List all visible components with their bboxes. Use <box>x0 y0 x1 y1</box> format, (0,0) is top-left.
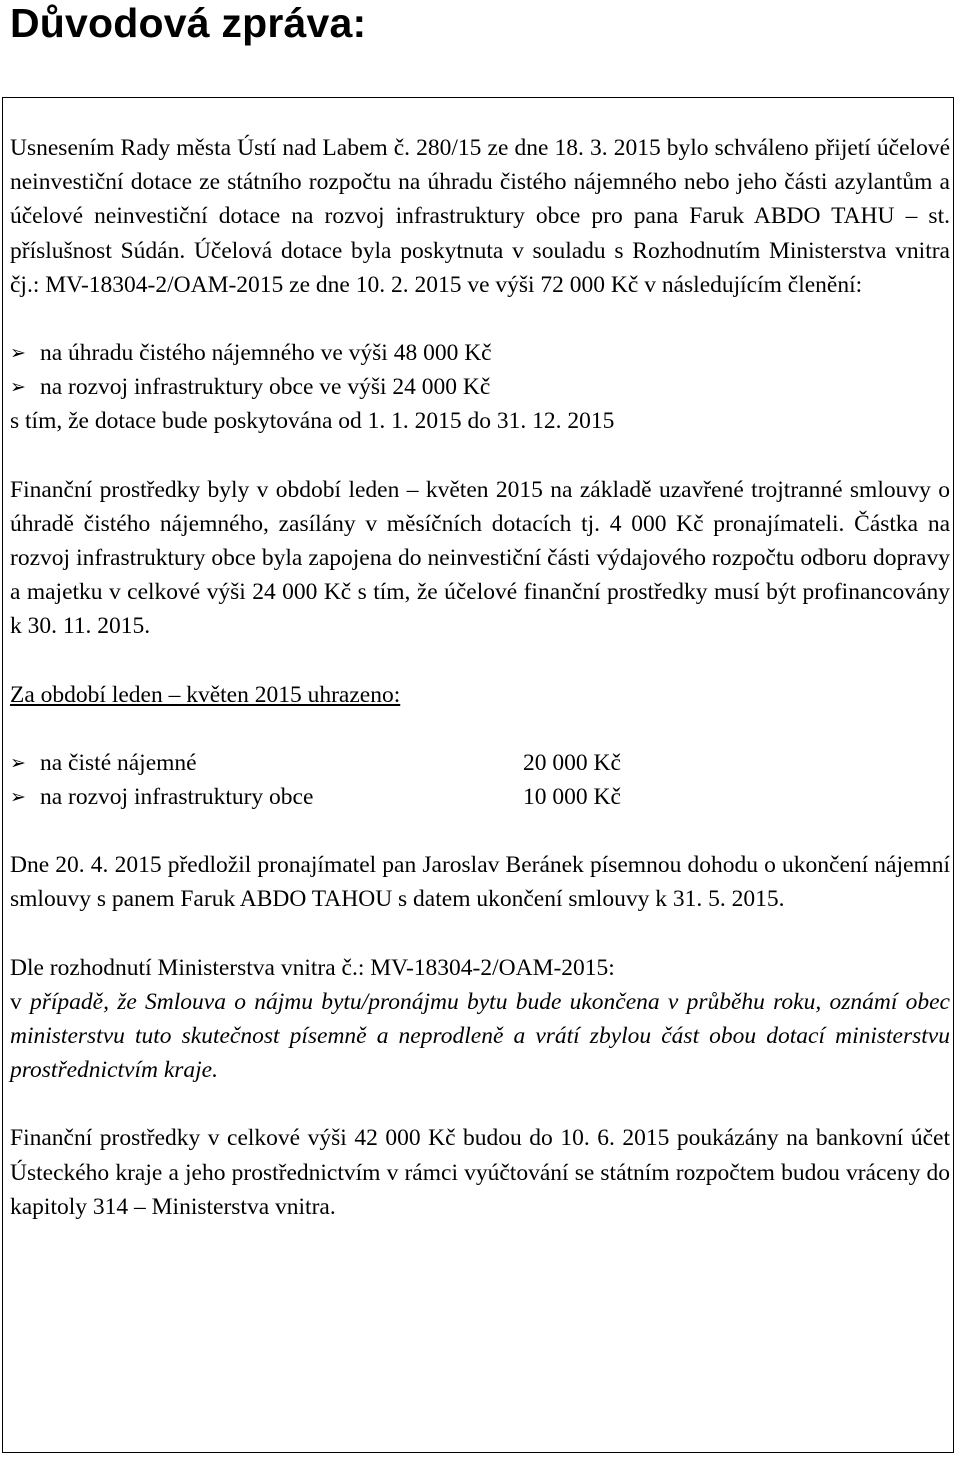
list-item <box>10 336 950 370</box>
list-item-text: na rozvoj infrastruktury obce ve výši 24 000 Kč <box>40 374 491 401</box>
termination-paragraph: Dne 20. 4. 2015 předložil pronajímatel pan Jaroslav Beránek písemnou dohodu o ukončení nájemní smlouvy s panem Faruk ABDO TAHOU s datem ukončení smlouvy k 31. 5. 2015. <box>10 852 950 913</box>
ministry-quote-paragraph <box>10 985 950 1088</box>
document-body <box>10 131 950 1224</box>
final-paragraph: Finanční prostředky v celkové výši 42 000 Kč budou do 10. 6. 2015 poukázány na bankovní účet Ústeckého kraje a jeho prostřednictvím v rámci vyúčtování se státním rozpočtem budou vráceny do kapitoly 314 – Ministerstva vnitra. <box>10 1125 950 1220</box>
ministry-quote: případě, že Smlouva o nájmu bytu/pronájmu bytu bude ukončena v průběhu roku, oznámí obec ministerstvu tuto skutečnost písemně a neprodleně a vrátí zbylou část obou dotací ministerstvu prostřednictvím kraje. <box>10 988 950 1084</box>
document-title: Důvodová zpráva: <box>10 0 367 46</box>
list-item-text: na úhradu čistého nájemného ve výši 48 000 Kč <box>40 340 492 367</box>
list-item <box>10 370 950 404</box>
paid-list <box>10 746 950 814</box>
paid-heading: Za období leden – květen 2015 uhrazeno: <box>10 681 401 708</box>
paid-label: na čisté nájemné <box>40 749 197 776</box>
finance-paragraph: Finanční prostředky byly v období leden – květen 2015 na základě uzavřené trojtranné smlouvy o úhradě čistého nájemného, zasílány v měsíčních dotacích tj. 4 000 Kč pronajímateli. Částka na rozvoj infrastruktury obce byla zapojena do neinvestiční části výdajového rozpočtu odboru dopravy a majetku v celkové výši 24 000 Kč s tím, že účelové finanční prostředky musí být profinancovány k 30. 11. 2015. <box>10 476 950 640</box>
allocation-note: s tím, že dotace bude poskytována od 1. 1. 2015 do 31. 12. 2015 <box>10 408 615 435</box>
paid-row <box>10 746 950 780</box>
arrow-bullet-icon: ➢ <box>10 376 26 399</box>
paid-amount: 10 000 Kč <box>523 784 621 811</box>
arrow-bullet-icon: ➢ <box>10 342 26 365</box>
ministry-quote-v: v <box>10 988 22 1015</box>
paid-amount: 20 000 Kč <box>523 749 621 776</box>
allocation-list <box>10 336 950 404</box>
arrow-bullet-icon: ➢ <box>10 751 26 774</box>
paid-row <box>10 780 950 814</box>
arrow-bullet-icon: ➢ <box>10 786 26 809</box>
intro-paragraph: Usnesením Rady města Ústí nad Labem č. 280/15 ze dne 18. 3. 2015 bylo schváleno přijetí účelové neinvestiční dotace ze státního rozpočtu na úhradu čistého nájemného nebo jeho části azylantům a účelové neinvestiční dotace na rozvoj infrastruktury obce pro pana Faruk ABDO TAHU – st. příslušnost Súdán. Účelová dotace byla poskytnuta v souladu s Rozhodnutím Ministerstva vnitra čj.: MV-18304-2/OAM-2015 ze dne 10. 2. 2015 ve výši 72 000 Kč v následujícím členění: <box>10 135 950 298</box>
paid-label: na rozvoj infrastruktury obce <box>40 784 314 811</box>
ministry-heading: Dle rozhodnutí Ministerstva vnitra č.: MV-18304-2/OAM-2015: <box>10 954 615 981</box>
